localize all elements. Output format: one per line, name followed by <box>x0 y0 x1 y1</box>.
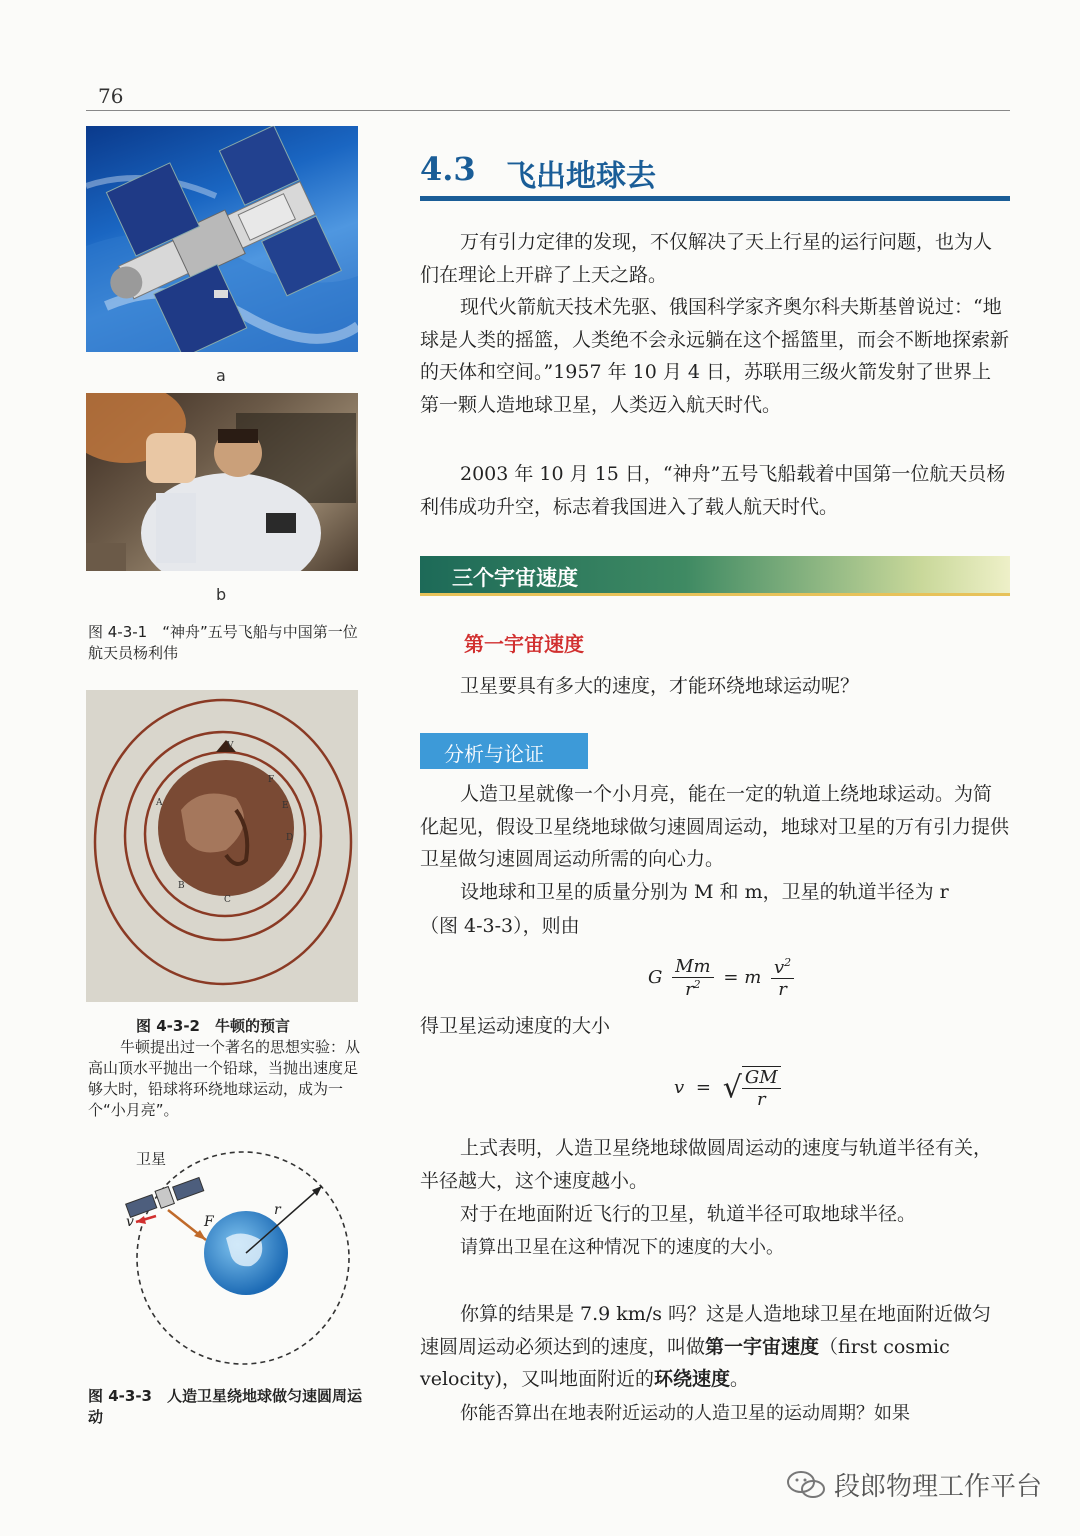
page-number: 76 <box>98 84 124 108</box>
activity-tag-label: 分析与论证 <box>444 742 544 766</box>
newton-label-e: E <box>282 801 289 811</box>
formula-num-v: v <box>774 957 785 978</box>
gravitation-formula <box>648 956 798 1000</box>
activity-tag <box>420 733 588 769</box>
topic-band <box>420 556 1010 596</box>
velocity-formula <box>674 1066 785 1110</box>
formula2-eq: = <box>695 1077 711 1098</box>
formula-den-r: r <box>685 979 694 1000</box>
newton-cannon-illustration <box>86 690 358 1002</box>
satellite-label: 卫星 <box>136 1150 167 1168</box>
formula-g: G <box>648 967 663 988</box>
newton-label-d: D <box>286 833 294 843</box>
analysis-paragraph-2a: 设地球和卫星的质量分别为 M 和 m，卫星的轨道半径为 r <box>460 881 949 903</box>
formula-eq: = <box>723 967 739 988</box>
wechat-icon <box>786 1469 826 1501</box>
p7-text-b: （first cosmic velocity)，又叫地面附近的 <box>420 1335 950 1390</box>
force-label: F <box>204 1214 214 1230</box>
formula2-den: r <box>756 1089 766 1110</box>
newton-label-f: F <box>268 775 275 785</box>
newton-label-a: A <box>156 798 163 808</box>
term-first-cosmic-velocity: 第一宇宙速度 <box>705 1335 820 1358</box>
formula-exp-2: 2 <box>784 956 792 969</box>
analysis-exercise: 请算出卫星在这种情况下的速度的大小。 <box>460 1237 784 1258</box>
newton-label-c: C <box>224 895 231 905</box>
spacecraft-photo <box>86 126 358 352</box>
term-orbital-velocity: 环绕速度 <box>654 1368 731 1390</box>
p7-text-a: 你算的结果是 7.9 km/s 吗？这是人造地球卫星在地面附近做匀速圆周运动必须达到的速度，叫做 <box>420 1303 992 1358</box>
analysis-paragraph-5: 对于在地面附近飞行的卫星，轨道半径可取地球半径。 <box>460 1203 917 1225</box>
p7-text-c: 。 <box>730 1368 750 1390</box>
formula-m: m <box>744 967 762 988</box>
intro-paragraph-1: 万有引力定律的发现，不仅解决了天上行星的运行问题，也为人们在理论上开辟了上天之路。 <box>420 231 993 286</box>
astronaut-photo <box>86 393 358 571</box>
watermark <box>786 1466 1042 1503</box>
analysis-paragraph-4: 上式表明，人造卫星绕地球做圆周运动的速度与轨道半径有关，半径越大，这个速度越小。 <box>420 1137 993 1192</box>
analysis-paragraph-1: 人造卫星就像一个小月亮，能在一定的轨道上绕地球运动。为简化起见，假设卫星绕地球做匀速圆周运动，地球对卫星的万有引力提供卫星做匀速圆周运动所需的向心力。 <box>420 783 1010 870</box>
question-text: 卫星要具有多大的速度，才能环绕地球运动呢？ <box>460 675 860 697</box>
analysis-paragraph-2b: （图 4-3-3），则由 <box>420 915 580 937</box>
section-heading <box>420 150 1010 200</box>
radius-label: r <box>274 1202 281 1218</box>
figure-label-b: b <box>216 585 227 604</box>
sqrt-symbol: √ <box>722 1070 742 1106</box>
formula-num-mm: Mm <box>672 956 714 978</box>
topic-band-title: 三个宇宙速度 <box>452 566 578 590</box>
analysis-paragraph-8: 你能否算出在地表附近运动的人造卫星的运动周期？如果 <box>460 1403 910 1424</box>
section-title: 飞出地球去 <box>506 159 656 194</box>
figure-label-a: a <box>216 366 226 385</box>
formula2-v: v <box>674 1077 685 1098</box>
formula2-num: GM <box>742 1067 781 1089</box>
analysis-paragraph-3: 得卫星运动速度的大小 <box>420 1015 611 1037</box>
section-title-rule <box>420 196 1010 201</box>
figure-caption-4-3-2-body: 牛顿提出过一个著名的思想实验：从高山顶水平抛出一个铅球，当抛出速度足够大时，铅球将环绕地球运动，成为一个“小月亮”。 <box>88 1038 361 1119</box>
section-number: 4.3 <box>420 150 476 188</box>
figure-caption-4-3-3: 图 4-3-3 人造卫星绕地球做匀速圆周运动 <box>88 1387 362 1426</box>
satellite-orbit-diagram <box>86 1148 366 1378</box>
velocity-label: v <box>126 1214 134 1230</box>
newton-label-v: V <box>227 741 234 751</box>
newton-label-b: B <box>178 881 185 891</box>
figure-caption-4-3-1: 图 4-3-1 “神舟”五号飞船与中国第一位航天员杨利伟 <box>88 623 358 662</box>
intro-paragraph-2: 现代火箭航天技术先驱、俄国科学家齐奥尔科夫斯基曾说过：“地球是人类的摇篮，人类绝不会永远躺在这个摇篮里，而会不断地探索新的天体和空间。”1957 年 10 月 4 日，苏联用三级火箭发射了世界上第一颗人造地球卫星，人类迈入航天时代。 <box>420 296 1010 416</box>
top-rule <box>86 110 1010 111</box>
analysis-paragraph-7 <box>420 1298 1010 1396</box>
figure-caption-4-3-2-title: 图 4-3-2 牛顿的预言 <box>136 1017 290 1035</box>
watermark-text: 段郎物理工作平台 <box>834 1472 1043 1502</box>
formula-den-r2: r <box>778 979 787 1000</box>
subsection-heading: 第一宇宙速度 <box>464 632 584 656</box>
intro-paragraph-3: 2003 年 10 月 15 日，“神舟”五号飞船载着中国第一位航天员杨利伟成功升空，标志着我国进入了载人航天时代。 <box>420 463 1006 518</box>
formula-exp-1: 2 <box>693 978 701 991</box>
